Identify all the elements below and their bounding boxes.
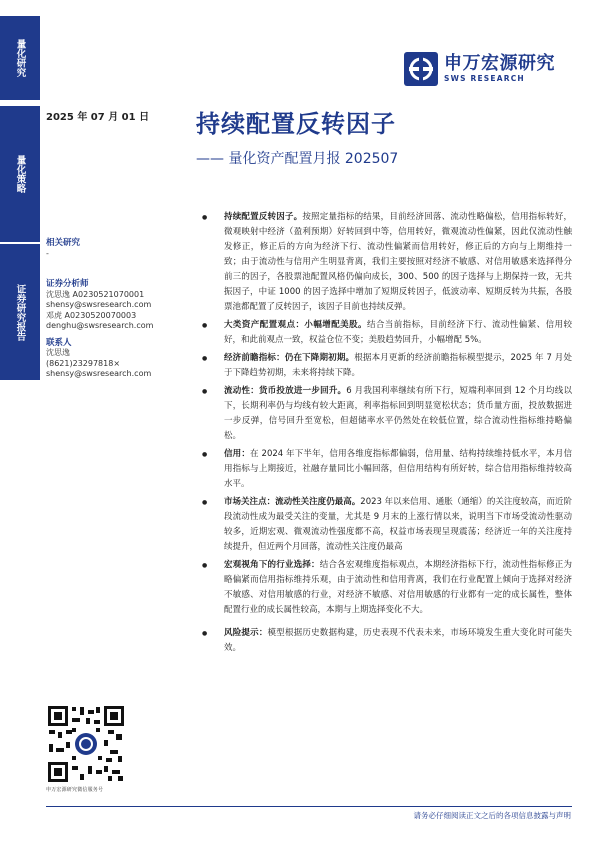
summary-point	[200, 351, 572, 381]
point-lead: 市场关注点：流动性关注度仍最高。	[224, 497, 361, 507]
point-text: 结合当前指标，目前经济下行、流动性偏紧、信用较好，和此前观点一致，权益仓位不变；美股趋势回升，小幅增配 5%。	[224, 320, 572, 345]
analyst-1-email[interactable]: shensy@swsresearch.com	[46, 300, 152, 309]
contact-heading: 联系人	[46, 337, 72, 348]
contact-name: 沈思逸	[46, 348, 70, 357]
point-text: 6 月我国利率继续有所下行，短端利率回到 12 个月均线以下，长期利率仍与均线有较大距离，利率指标回到明显宽松状态；货币量方面，投放数据进一步反弹，信号回升至宽松，但超储率水平仍然处在较低位置，综合流动性指标维持略偏松。	[224, 386, 572, 441]
point-lead: 宏观视角下的行业选择：	[224, 560, 320, 570]
related-research-heading: 相关研究	[46, 238, 81, 248]
summary-point	[200, 447, 572, 492]
brand-name-cn: 申万宏源研究	[444, 53, 555, 74]
point-lead: 流动性：货币投放进一步回升。	[224, 386, 347, 396]
left-info-column	[46, 238, 184, 380]
sidebar	[0, 0, 40, 841]
summary-points	[200, 210, 572, 659]
summary-point	[200, 558, 572, 618]
related-research-value: -	[46, 248, 49, 258]
footer-divider	[46, 806, 572, 807]
analyst-2-email[interactable]: denghu@swsresearch.com	[46, 321, 154, 330]
footer-disclaimer: 请务必仔细阅读正文之后的各项信息披露与声明	[413, 811, 571, 820]
brand-logo	[404, 48, 564, 90]
brand-name-en: SWS RESEARCH	[444, 74, 525, 83]
contact-email[interactable]: shensy@swsresearch.com	[46, 369, 152, 378]
wechat-qr-code	[46, 704, 126, 784]
analyst-1-id: 沈思逸 A0230521070001	[46, 289, 145, 299]
point-text: 模型根据历史数据构建，历史表现不代表未来，市场环境发生重大变化时可能失效。	[224, 628, 572, 653]
point-text: 2023 年以来信用、通胀（通缩）的关注度较高，而近阶段流动性成为最受关注的变量，尤其是 9 月末的上涨行情以来，说明当下市场受流动性驱动较多，近期宏观、微观流动性强度都不高，权益市场表现呈现震荡；经济近一年的关注度持续提升，但近两个月回落，流动性关注度仍最高	[224, 497, 572, 552]
summary-point	[200, 384, 572, 444]
risk-warning	[200, 626, 572, 656]
point-lead: 大类资产配置观点：小幅增配美股。	[224, 320, 367, 330]
contact-phone: (8621)23297818×	[46, 358, 121, 368]
point-text: 根据本月更新的经济前瞻指标模型提示，2025 年 7 月处于下降趋势初期，未来将持续下降。	[224, 353, 572, 378]
qr-caption: 申万宏源研究微信服务号	[46, 787, 104, 793]
analyst-2-id: 邓虎 A0230520070003	[46, 310, 137, 320]
category-tag-securities-report: 证券研究报告	[0, 244, 40, 380]
report-date: 2025 年 07 月 01 日	[46, 112, 150, 123]
summary-point	[200, 495, 572, 555]
report-title: 持续配置反转因子	[196, 110, 396, 138]
report-subtitle: —— 量化资产配置月报 202507	[196, 151, 399, 167]
point-lead: 经济前瞻指标：仍在下降期初期。	[224, 353, 355, 363]
summary-point	[200, 318, 572, 348]
category-tag-quant-strategy: 量化策略	[0, 106, 40, 242]
point-text: 结合各宏观维度指标观点，本期经济指标下行，流动性指标修正为略偏紧而信用指标维持乐观，由于流动性和信用背离，我们在行业配置上倾向于选择对经济不敏感、对信用敏感的行业，对经济不敏感、对信用敏感的行业都有一定的成长属性，整体配置行业的成长属性较高，本期与上期选择变化不大。	[224, 560, 572, 615]
sws-logo-icon	[404, 52, 438, 86]
point-lead: 持续配置反转因子。	[224, 212, 303, 222]
point-lead: 信用：	[224, 449, 251, 459]
point-lead: 风险提示：	[224, 628, 268, 638]
analysts-heading: 证券分析师	[46, 279, 89, 289]
category-tag-quant-research: 量化研究	[0, 16, 40, 100]
point-text: 按照定量指标的结果，目前经济回落、流动性略偏松，信用指标转好，微观映射中经济（盈利预期）好转回到中等，信用转好，微观流动性偏紧，因此仅流动性触发修正，修正后的方向为经济下行、流动性偏紧而信用转好，修正后的方向与上期维持一致；由于流动性与信用产生明显背离，我们主要按照对经济不敏感、对信用敏感来选择得分前三的因子，各股票池配置风格仍偏向成长，300、500 的因子选择与上期保持一致，无共振因子，中证 1000 的因子选择中增加了短期反转因子，低波动率、短期反转为共振，各股票池都配置了反转因子，该因子目前也持续反弹。	[224, 212, 572, 312]
point-text: 在 2024 年下半年，信用各维度指标都偏弱，信用量、结构持续维持低水平，本月信用指标与上期接近，社融存量同比小幅回落，但信用结构有所好转，综合信用指标维持较高水平。	[224, 449, 572, 489]
summary-point	[200, 210, 572, 315]
